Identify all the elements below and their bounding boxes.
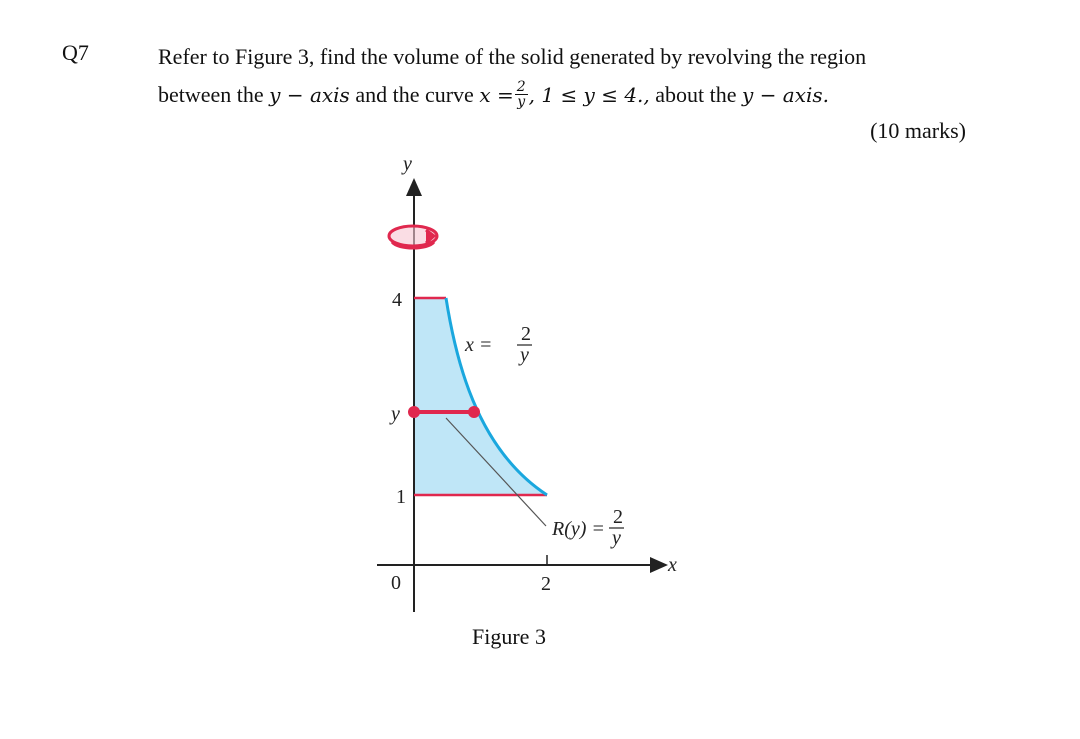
fraction-numerator: 2: [516, 79, 526, 96]
radius-right-dot: [468, 406, 480, 418]
line2-mid: and the curve: [355, 82, 474, 107]
y-axis-expression: y − axis: [269, 83, 350, 107]
y-axis-label: y: [403, 153, 412, 175]
equation-lhs: x =: [479, 83, 514, 107]
line2-end: about the: [655, 82, 737, 107]
origin-label: 0: [391, 572, 401, 594]
y-axis-expression-2: y − axis.: [742, 83, 830, 107]
radius-label-lhs: R(y) =: [552, 518, 605, 540]
radius-label-num: 2: [613, 506, 623, 528]
radius-label-den: y: [612, 527, 621, 549]
curve-label-lhs: x =: [465, 334, 493, 356]
radius-left-dot: [408, 406, 420, 418]
curve-label-den: y: [520, 344, 529, 366]
line2-start: between the: [158, 82, 264, 107]
curve-label-num: 2: [521, 323, 531, 345]
marks-label: (10 marks): [870, 118, 966, 143]
x-tick-2-label: 2: [541, 573, 551, 595]
fraction-denominator: y: [517, 94, 526, 111]
figure-caption: Figure 3: [472, 624, 546, 649]
y-tick-4: 4: [392, 289, 402, 311]
question-number: Q7: [62, 40, 89, 65]
rotation-arrow-icon: [389, 226, 437, 248]
x-axis-label: x: [668, 554, 677, 576]
equation-bounds: , 1 ≤ y ≤ 4.,: [528, 83, 650, 107]
y-tick-1: 1: [396, 486, 406, 508]
y-tick-variable: y: [391, 403, 400, 425]
question-line-1: Refer to Figure 3, find the volume of the solid generated by revolving the region: [158, 44, 867, 69]
